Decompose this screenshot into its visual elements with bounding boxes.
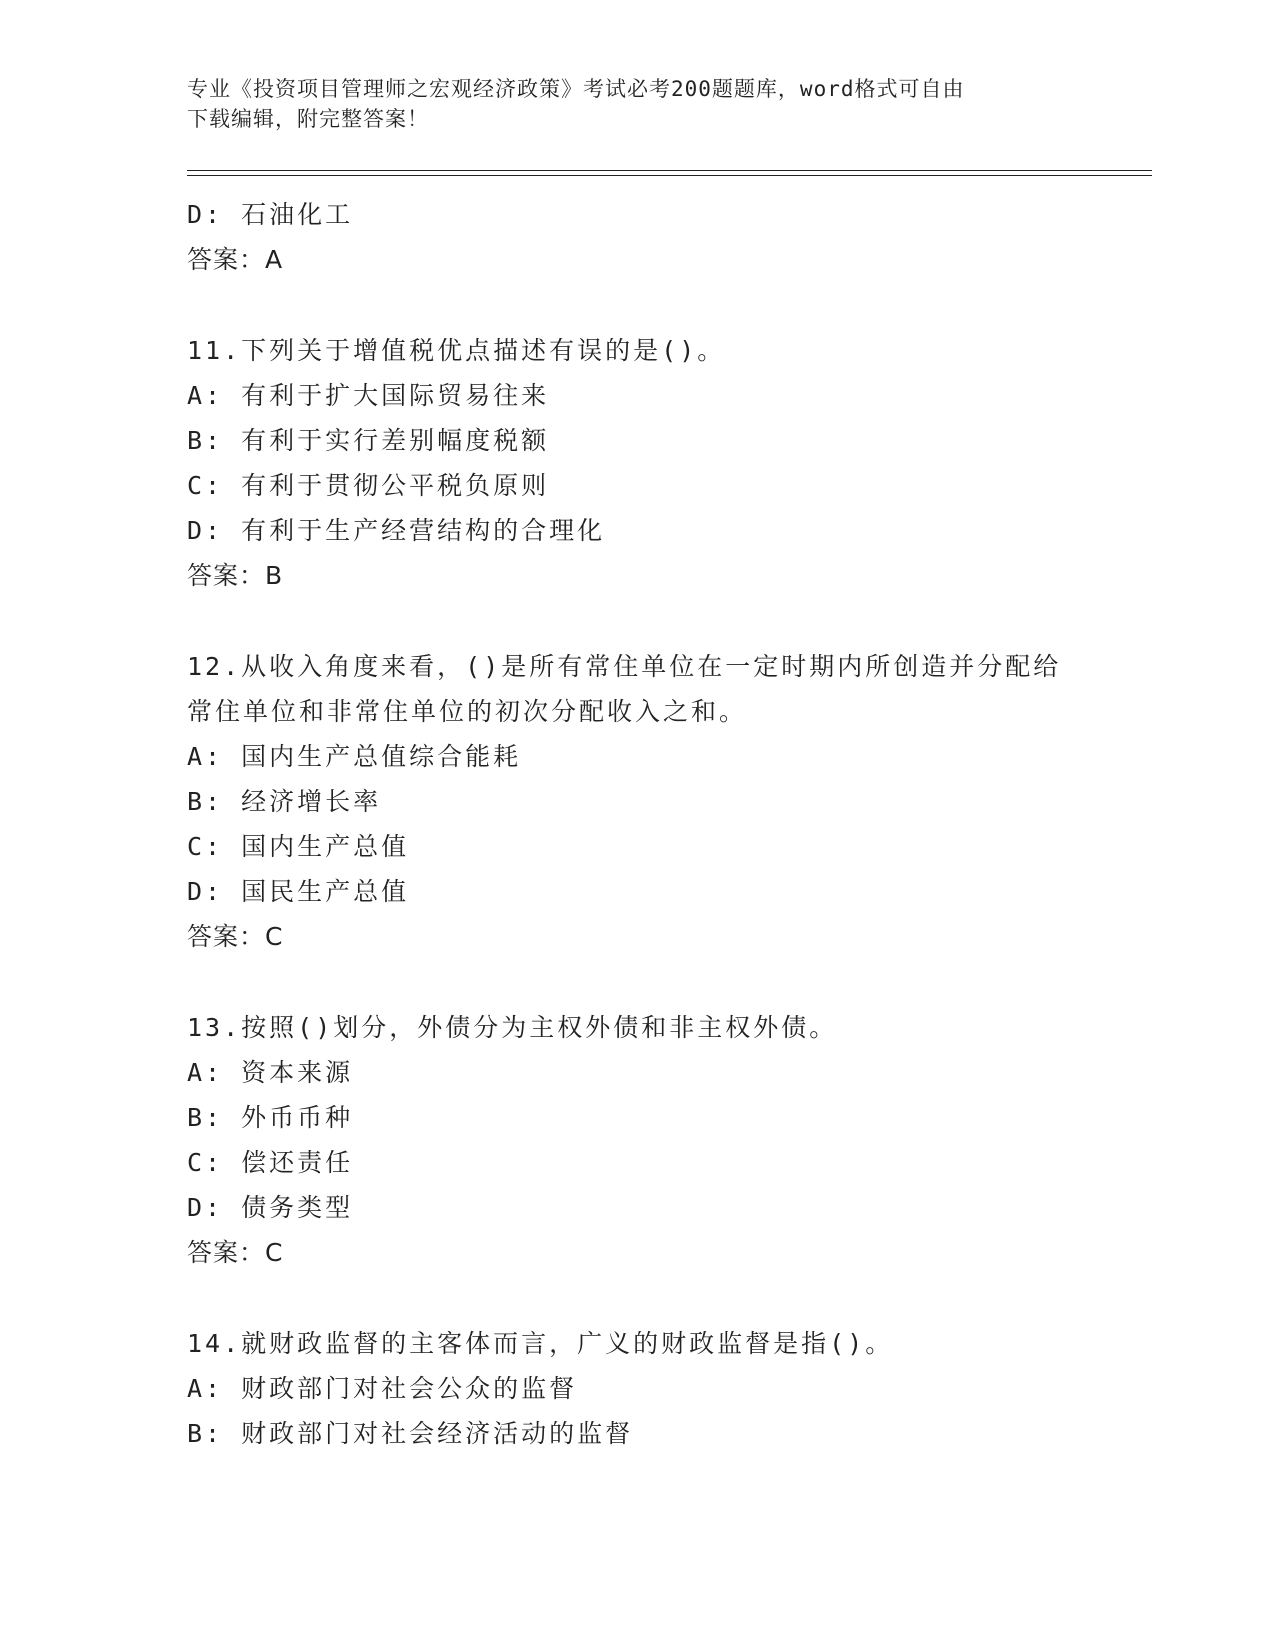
carryover-answer: 答案：A — [187, 245, 284, 274]
carryover-option-d: D: 石油化工 — [187, 200, 354, 229]
option-c: C: 有利于贯彻公平税负原则 — [187, 471, 550, 500]
option-b: B: 财政部门对社会经济活动的监督 — [187, 1419, 634, 1448]
question-answer: 答案：C — [187, 922, 284, 951]
question-stem: 11.下列关于增值税优点描述有误的是()。 — [187, 336, 726, 365]
option-d: D: 有利于生产经营结构的合理化 — [187, 516, 606, 545]
question-answer: 答案：B — [187, 561, 284, 590]
option-a: A: 财政部门对社会公众的监督 — [187, 1374, 578, 1403]
question-14 — [187, 1321, 1087, 1456]
question-stem-line-1: 12.从收入角度来看，()是所有常住单位在一定时期内所创造并分配给 — [187, 652, 1062, 681]
option-b: B: 外币币种 — [187, 1103, 354, 1132]
header-rule-bottom — [187, 175, 1152, 176]
header-rule-top — [187, 170, 1152, 171]
spacer — [187, 959, 1087, 1005]
header-line-2: 下载编辑，附完整答案！ — [187, 107, 429, 131]
option-a: A: 有利于扩大国际贸易往来 — [187, 381, 550, 410]
question-list — [187, 192, 1087, 1456]
header-line-1: 专业《投资项目管理师之宏观经济政策》考试必考200题题库，word格式可自由 — [187, 77, 965, 101]
option-d: D: 债务类型 — [187, 1193, 354, 1222]
question-stem: 13.按照()划分，外债分为主权外债和非主权外债。 — [187, 1013, 838, 1042]
option-a: A: 国内生产总值综合能耗 — [187, 742, 522, 771]
spacer — [187, 598, 1087, 644]
option-a: A: 资本来源 — [187, 1058, 354, 1087]
option-c: C: 国内生产总值 — [187, 832, 410, 861]
question-11 — [187, 328, 1087, 598]
option-b: B: 经济增长率 — [187, 787, 382, 816]
question-stem: 14.就财政监督的主客体而言，广义的财政监督是指()。 — [187, 1329, 894, 1358]
question-12 — [187, 644, 1087, 959]
question-answer: 答案：C — [187, 1238, 284, 1267]
document-header — [187, 74, 1067, 134]
spacer — [187, 1275, 1087, 1321]
option-d: D: 国民生产总值 — [187, 877, 410, 906]
option-b: B: 有利于实行差别幅度税额 — [187, 426, 550, 455]
question-stem-line-2: 常住单位和非常住单位的初次分配收入之和。 — [187, 697, 748, 726]
spacer — [187, 282, 1087, 328]
question-13 — [187, 1005, 1087, 1275]
option-c: C: 偿还责任 — [187, 1148, 354, 1177]
